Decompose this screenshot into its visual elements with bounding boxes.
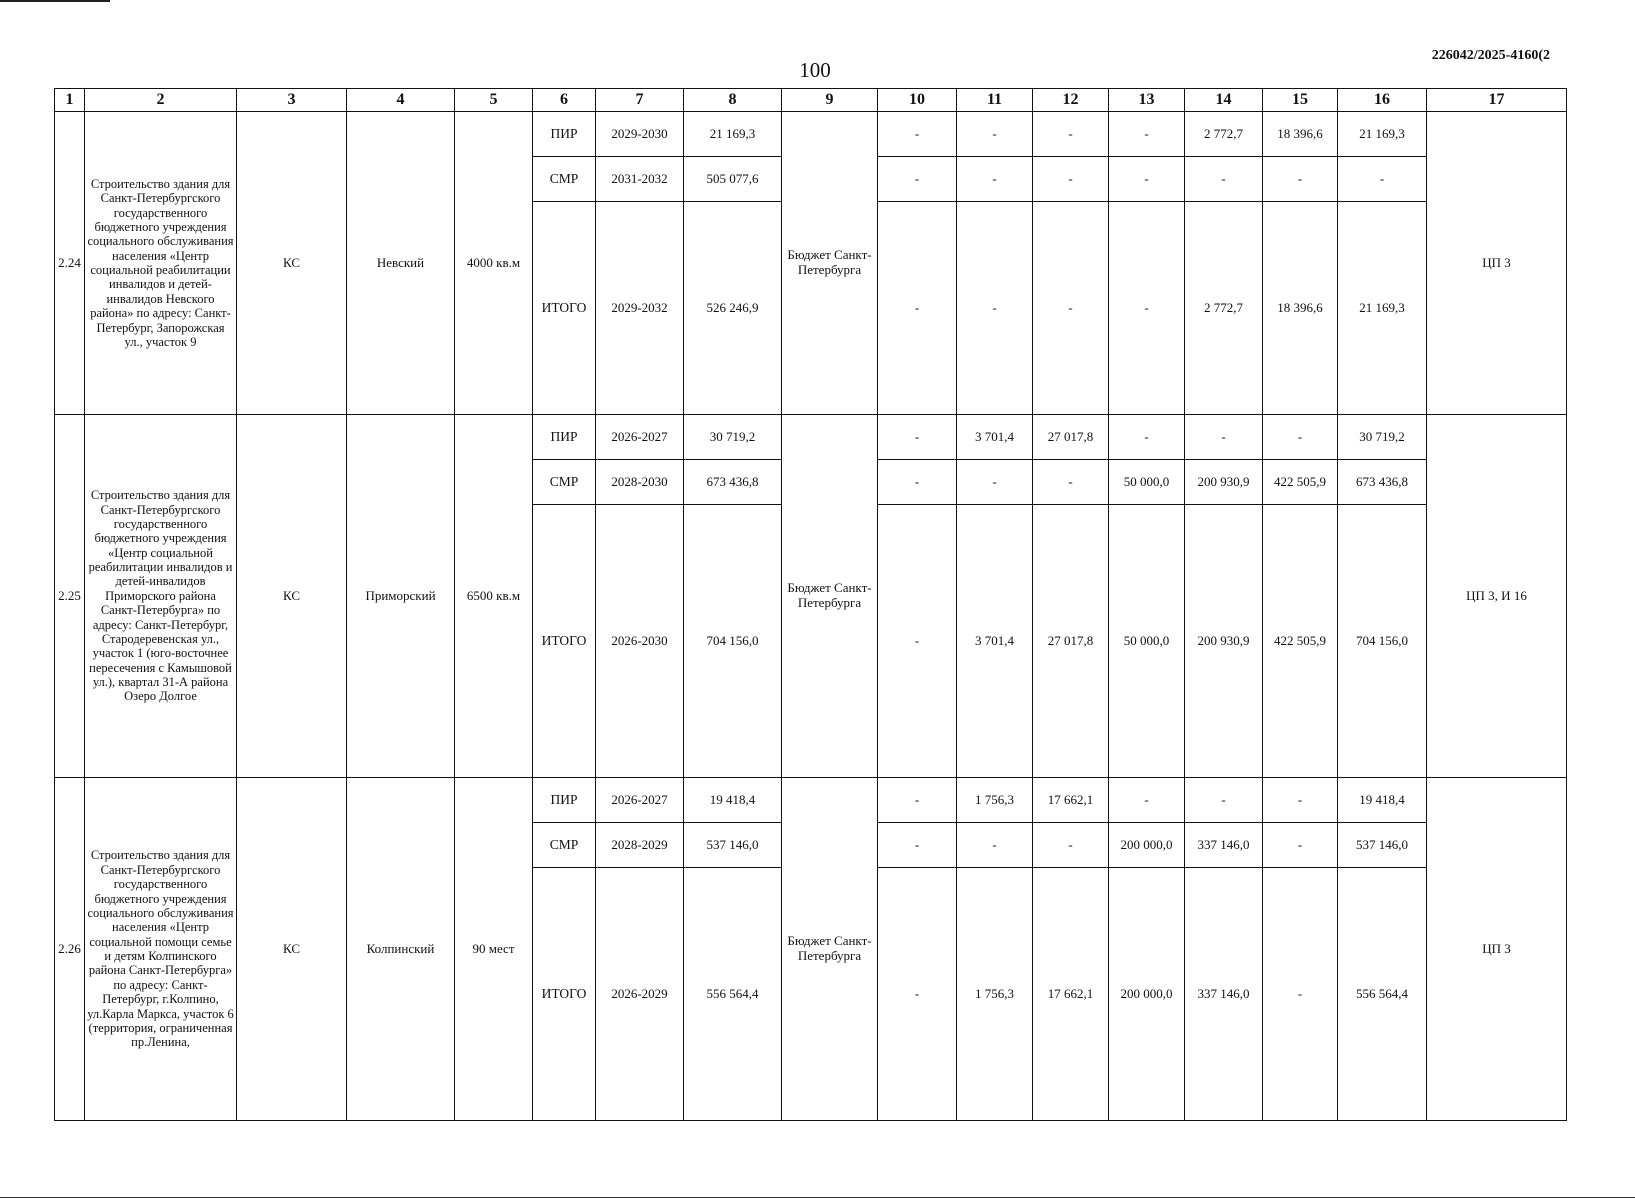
total-cost: 526 246,9 <box>684 202 782 415</box>
period: 2029-2030 <box>596 112 684 157</box>
total-cost: 19 418,4 <box>684 778 782 823</box>
column-header: 9 <box>782 89 878 112</box>
value-cell: 2 772,7 <box>1185 202 1263 415</box>
value-cell: - <box>1185 778 1263 823</box>
value-cell: - <box>878 112 957 157</box>
value-cell: - <box>878 868 957 1121</box>
column-header: 10 <box>878 89 957 112</box>
value-cell: 200 930,9 <box>1185 505 1263 778</box>
value-cell: - <box>1185 157 1263 202</box>
object-name: Строительство здания для Санкт-Петербургского государственного бюджетного учреждения социального обслуживания населения «Центр социальной помощи семье и детям Колпинского района Санкт-Петербурга» по адресу: Санкт-Петербург, г.Колпино, ул.Карла Маркса, участок 6 (территория, ограниченная пр.Ленина, <box>85 778 237 1121</box>
capacity: 90 мест <box>455 778 533 1121</box>
stage: ИТОГО <box>533 202 596 415</box>
column-header: 2 <box>85 89 237 112</box>
value-cell: - <box>957 202 1033 415</box>
value-cell: 422 505,9 <box>1263 460 1338 505</box>
value-cell: - <box>1109 778 1185 823</box>
stage: СМР <box>533 157 596 202</box>
value-cell: 50 000,0 <box>1109 505 1185 778</box>
column-header: 13 <box>1109 89 1185 112</box>
value-cell: 556 564,4 <box>1338 868 1427 1121</box>
value-cell: - <box>1338 157 1427 202</box>
period: 2029-2032 <box>596 202 684 415</box>
district: Невский <box>347 112 455 415</box>
total-cost: 505 077,6 <box>684 157 782 202</box>
capacity: 6500 кв.м <box>455 415 533 778</box>
value-cell: 27 017,8 <box>1033 505 1109 778</box>
value-cell: - <box>1109 415 1185 460</box>
funding-source: Бюджет Санкт-Петербурга <box>782 112 878 415</box>
column-header: 17 <box>1427 89 1567 112</box>
period: 2026-2030 <box>596 505 684 778</box>
value-cell: - <box>878 202 957 415</box>
object-name: Строительство здания для Санкт-Петербургского государственного бюджетного учреждения «Центр социальной реабилитации инвалидов и детей-инвалидов Приморского района Санкт-Петербурга» по адресу: Санкт-Петербург, Стародеревенская ул., участок 1 (юго-восточнее пересечения с Камышовой ул.), квартал 31-А района Озеро Долгое <box>85 415 237 778</box>
value-cell: 50 000,0 <box>1109 460 1185 505</box>
value-cell: 537 146,0 <box>1338 823 1427 868</box>
value-cell: 17 662,1 <box>1033 778 1109 823</box>
column-header: 8 <box>684 89 782 112</box>
value-cell: - <box>878 415 957 460</box>
funding-source: Бюджет Санкт-Петербурга <box>782 415 878 778</box>
column-header: 7 <box>596 89 684 112</box>
value-cell: - <box>1263 868 1338 1121</box>
value-cell: 18 396,6 <box>1263 202 1338 415</box>
value-cell: 200 000,0 <box>1109 868 1185 1121</box>
value-cell: 30 719,2 <box>1338 415 1427 460</box>
program-code: ЦП 3, И 16 <box>1427 415 1567 778</box>
value-cell: - <box>1033 202 1109 415</box>
value-cell: - <box>1033 157 1109 202</box>
district: Приморский <box>347 415 455 778</box>
total-cost: 537 146,0 <box>684 823 782 868</box>
stage: СМР <box>533 460 596 505</box>
total-cost: 30 719,2 <box>684 415 782 460</box>
column-header: 3 <box>237 89 347 112</box>
total-cost: 21 169,3 <box>684 112 782 157</box>
column-header: 1 <box>55 89 85 112</box>
stage: ИТОГО <box>533 868 596 1121</box>
total-cost: 673 436,8 <box>684 460 782 505</box>
column-header: 16 <box>1338 89 1427 112</box>
program-code: ЦП 3 <box>1427 112 1567 415</box>
stage: ПИР <box>533 778 596 823</box>
object-name: Строительство здания для Санкт-Петербургского государственного бюджетного учреждения социального обслуживания населения «Центр социальной реабилитации инвалидов и детей-инвалидов Невского района» по адресу: Санкт-Петербург, Запорожская ул., участок 9 <box>85 112 237 415</box>
value-cell: 3 701,4 <box>957 505 1033 778</box>
stage: СМР <box>533 823 596 868</box>
value-cell: - <box>1033 460 1109 505</box>
table-row <box>55 415 1567 460</box>
header-row <box>55 89 1567 112</box>
stage: ИТОГО <box>533 505 596 778</box>
value-cell: 27 017,8 <box>1033 415 1109 460</box>
value-cell: - <box>1185 415 1263 460</box>
value-cell: - <box>1263 415 1338 460</box>
value-cell: - <box>1263 823 1338 868</box>
value-cell: 3 701,4 <box>957 415 1033 460</box>
table-row <box>55 778 1567 823</box>
value-cell: 17 662,1 <box>1033 868 1109 1121</box>
value-cell: - <box>957 112 1033 157</box>
stage: ПИР <box>533 112 596 157</box>
investment-program-table <box>54 88 1567 1121</box>
row-number: 2.25 <box>55 415 85 778</box>
object-type: КС <box>237 415 347 778</box>
column-header: 4 <box>347 89 455 112</box>
value-cell: 1 756,3 <box>957 868 1033 1121</box>
value-cell: - <box>1033 112 1109 157</box>
district: Колпинский <box>347 778 455 1121</box>
value-cell: - <box>957 157 1033 202</box>
value-cell: - <box>878 778 957 823</box>
object-type: КС <box>237 112 347 415</box>
value-cell: 200 930,9 <box>1185 460 1263 505</box>
column-header: 5 <box>455 89 533 112</box>
value-cell: - <box>1109 157 1185 202</box>
period: 2031-2032 <box>596 157 684 202</box>
column-header: 11 <box>957 89 1033 112</box>
value-cell: - <box>878 460 957 505</box>
column-header: 6 <box>533 89 596 112</box>
period: 2028-2030 <box>596 460 684 505</box>
row-number: 2.24 <box>55 112 85 415</box>
value-cell: 200 000,0 <box>1109 823 1185 868</box>
stage: ПИР <box>533 415 596 460</box>
value-cell: 337 146,0 <box>1185 823 1263 868</box>
scan-edge-bottom <box>0 1197 1635 1198</box>
value-cell: 673 436,8 <box>1338 460 1427 505</box>
value-cell: - <box>1033 823 1109 868</box>
value-cell: 1 756,3 <box>957 778 1033 823</box>
value-cell: - <box>878 157 957 202</box>
scan-edge-top <box>0 0 110 2</box>
value-cell: - <box>878 823 957 868</box>
total-cost: 704 156,0 <box>684 505 782 778</box>
period: 2028-2029 <box>596 823 684 868</box>
column-header: 15 <box>1263 89 1338 112</box>
value-cell: - <box>1263 157 1338 202</box>
value-cell: 704 156,0 <box>1338 505 1427 778</box>
value-cell: 21 169,3 <box>1338 112 1427 157</box>
object-type: КС <box>237 778 347 1121</box>
value-cell: - <box>1109 202 1185 415</box>
capacity: 4000 кв.м <box>455 112 533 415</box>
column-header: 14 <box>1185 89 1263 112</box>
value-cell: - <box>878 505 957 778</box>
value-cell: 19 418,4 <box>1338 778 1427 823</box>
value-cell: 21 169,3 <box>1338 202 1427 415</box>
total-cost: 556 564,4 <box>684 868 782 1121</box>
value-cell: 422 505,9 <box>1263 505 1338 778</box>
value-cell: 18 396,6 <box>1263 112 1338 157</box>
value-cell: - <box>957 460 1033 505</box>
period: 2026-2029 <box>596 868 684 1121</box>
row-number: 2.26 <box>55 778 85 1121</box>
period: 2026-2027 <box>596 778 684 823</box>
value-cell: 2 772,7 <box>1185 112 1263 157</box>
value-cell: - <box>1263 778 1338 823</box>
column-header: 12 <box>1033 89 1109 112</box>
value-cell: 337 146,0 <box>1185 868 1263 1121</box>
program-code: ЦП 3 <box>1427 778 1567 1121</box>
value-cell: - <box>957 823 1033 868</box>
table-row <box>55 112 1567 157</box>
page-number: 100 <box>799 58 831 82</box>
document-number: 226042/2025-4160(2 <box>1431 48 1550 63</box>
value-cell: - <box>1109 112 1185 157</box>
funding-source: Бюджет Санкт-Петербурга <box>782 778 878 1121</box>
period: 2026-2027 <box>596 415 684 460</box>
